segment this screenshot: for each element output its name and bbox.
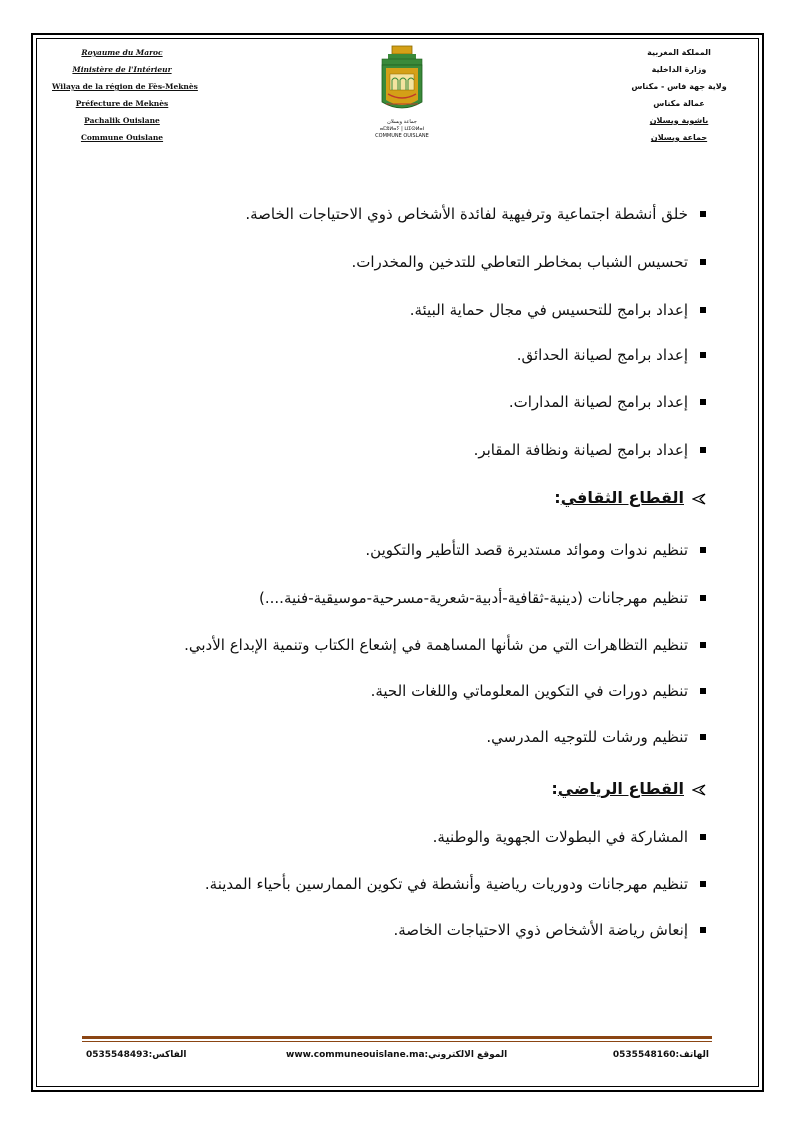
- header-ar-line: جماعة ويسلان: [650, 133, 708, 142]
- square-bullet-icon: [700, 211, 706, 217]
- list-item: تنظيم مهرجانات ودوريات رياضية وأنشطة في تكوين الممارسين بأحياء المدينة.: [205, 872, 706, 896]
- list-item: تنظيم ورشات للتوجيه المدرسي.: [486, 725, 706, 749]
- list-item: إعداد برامج لصيانة المدارات.: [509, 390, 706, 414]
- square-bullet-icon: [700, 399, 706, 405]
- square-bullet-icon: [700, 834, 706, 840]
- list-item: تنظيم ندوات وموائد مستديرة قصد التأطير والتكوين.: [365, 538, 706, 562]
- header-fr-line: Commune Ouislane: [80, 133, 164, 142]
- footer-phone: الهاتف:0535548160: [612, 1050, 709, 1060]
- header-fr-line: Royaume du Maroc: [81, 48, 163, 57]
- square-bullet-icon: [700, 547, 706, 553]
- header-ar-line: المملكة المغربية: [647, 48, 711, 57]
- arrowhead-icon: [692, 493, 706, 505]
- list-item: تحسيس الشباب بمخاطر التعاطي للتدخين والمخدرات.: [351, 250, 706, 274]
- emblem-caption-fr: COMMUNE OUISLANE: [375, 133, 429, 139]
- section-heading-cultural: القطاع الثقافي:: [554, 484, 706, 512]
- arrowhead-icon: [692, 784, 706, 796]
- list-item: المشاركة في البطولات الجهوية والوطنية.: [433, 825, 706, 849]
- list-item: تنظيم التظاهرات التي من شأنها المساهمة في إشعاع الكتاب وتنمية الإبداع الأدبي.: [184, 633, 706, 657]
- square-bullet-icon: [700, 734, 706, 740]
- header-ar-line: عمالة مكناس: [653, 99, 705, 108]
- header-fr-line: Pachalik Ouislane: [84, 116, 160, 125]
- header-fr-line: Ministère de l'Intérieur: [72, 65, 172, 74]
- header-ar-line: باشوية ويسلان: [649, 116, 709, 125]
- list-item: إنعاش رياضة الأشخاص ذوي الاحتياجات الخاصة.: [393, 918, 706, 942]
- header-french: [52, 44, 198, 146]
- emblem-logo-icon: [374, 44, 430, 118]
- square-bullet-icon: [700, 259, 706, 265]
- list-item: إعداد برامج للتحسيس في مجال حماية البيئة.: [410, 298, 706, 322]
- list-item: تنظيم مهرجانات (دينية-ثقافية-أدبية-شعرية-مسرحية-موسيقية-فنية....): [259, 586, 706, 610]
- square-bullet-icon: [700, 595, 706, 601]
- emblem-caption-tifinagh: ⴰⵎⵓⵍⴰⵢ | ⵡⵉⵙⵍⴰⵏ: [379, 126, 425, 132]
- square-bullet-icon: [700, 927, 706, 933]
- emblem-caption-ar: جماعة ويسلان: [387, 119, 417, 125]
- list-item: إعداد برامج لصيانة ونظافة المقابر.: [474, 438, 706, 462]
- list-item: تنظيم دورات في التكوين المعلوماتي واللغات الحية.: [371, 679, 706, 703]
- footer: [86, 1046, 709, 1064]
- square-bullet-icon: [700, 352, 706, 358]
- header-ar-line: ولاية جهة فاس - مكناس: [631, 82, 727, 91]
- footer-fax: 0535548493:الفاكس: [86, 1050, 187, 1060]
- header-ar-line: وزارة الداخلية: [651, 65, 707, 74]
- header-fr-line: Wilaya de la région de Fès-Meknès: [52, 82, 198, 91]
- commune-emblem: [372, 44, 432, 144]
- footer-rule-thin: [82, 1041, 712, 1042]
- square-bullet-icon: [700, 307, 706, 313]
- footer-rule: [82, 1036, 712, 1039]
- section-heading-sports: القطاع الرياضي:: [551, 775, 706, 803]
- list-item: خلق أنشطة اجتماعية وترفيهية لفائدة الأشخاص ذوي الاحتياجات الخاصة.: [245, 202, 706, 226]
- square-bullet-icon: [700, 447, 706, 453]
- square-bullet-icon: [700, 688, 706, 694]
- list-item: إعداد برامج لصيانة الحدائق.: [517, 343, 706, 367]
- header-fr-line: Préfecture de Meknès: [75, 99, 169, 108]
- square-bullet-icon: [700, 881, 706, 887]
- footer-website[interactable]: www.communeouislane.ma:الموقع الالكتروني: [286, 1050, 508, 1060]
- square-bullet-icon: [700, 642, 706, 648]
- header-arabic: [619, 44, 739, 146]
